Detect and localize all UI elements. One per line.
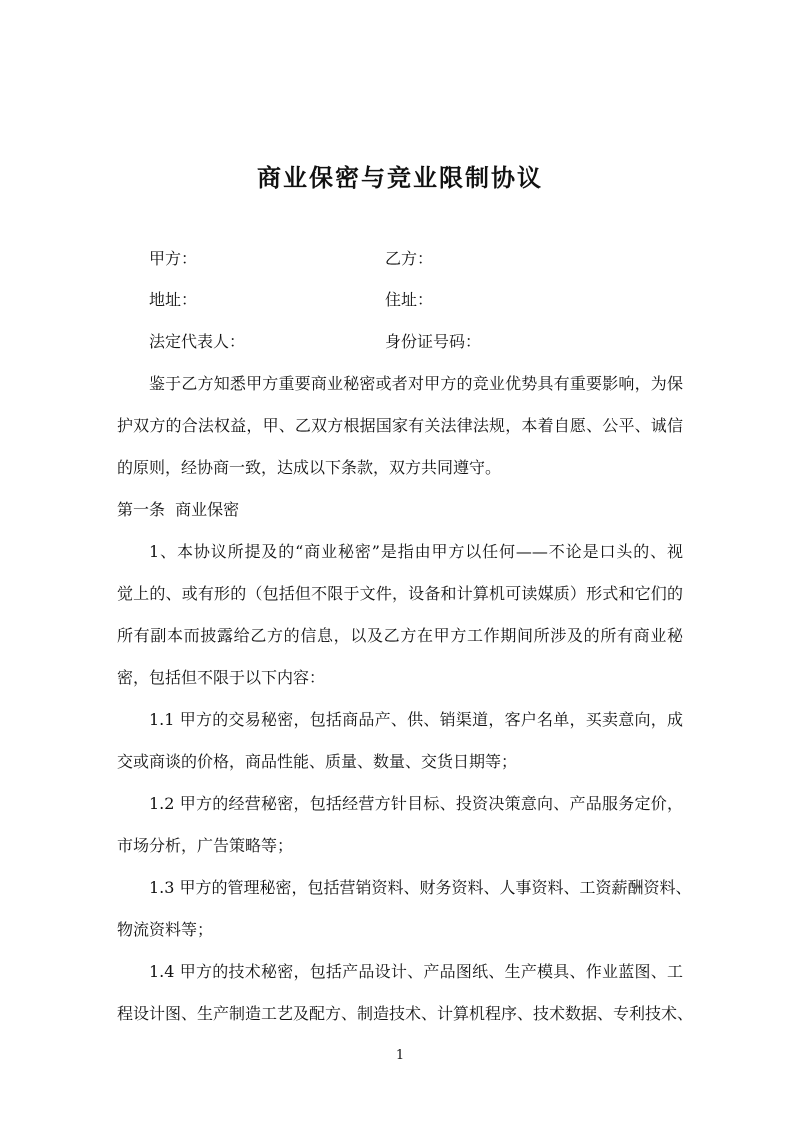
sub-clause-line: 1.3 甲方的管理秘密，包括营销资料、财务资料、人事资料、工资薪酬资料、: [149, 878, 692, 897]
sub-clause-line: 交或商谈的价格，商品性能、质量、数量、交货日期等；: [117, 752, 518, 771]
sub-clause-line: 1.2 甲方的经营秘密，包括经营方针目标、投资决策意向、产品服务定价，: [149, 794, 683, 813]
sub-clause-line: 程设计图、生产制造工艺及配方、制造技术、计算机程序、技术数据、专利技术、: [117, 1004, 694, 1023]
sub-clause-line: 1.4 甲方的技术秘密，包括产品设计、产品图纸、生产模具、作业蓝图、工: [149, 962, 683, 981]
sub-clause-line: 市场分析，广告策略等；: [117, 836, 294, 855]
legal-rep-label: 法定代表人：: [149, 332, 246, 351]
article-heading: 第一条 商业保密: [117, 500, 240, 519]
clause-line: 密，包括但不限于以下内容：: [117, 668, 326, 687]
address-label: 地址：: [149, 290, 198, 309]
preamble-line: 鉴于乙方知悉甲方重要商业秘密或者对甲方的竞业优势具有重要影响，为保: [149, 374, 683, 393]
page-number: 1: [395, 1048, 405, 1063]
sub-clause-line: 物流资料等；: [117, 920, 214, 939]
clause-line: 觉上的、或有形的（包括但不限于文件，设备和计算机可读媒质）形式和它们的: [117, 584, 683, 603]
preamble-line: 的原则，经协商一致，达成以下条款，双方共同遵守。: [117, 458, 502, 477]
party-a-label: 甲方：: [149, 249, 198, 268]
clause-line: 1、本协议所提及的“商业秘密”是指由甲方以任何——不论是口头的、视: [149, 542, 683, 561]
id-number-label: 身份证号码：: [385, 332, 482, 351]
page-title: 商业保密与竞业限制协议: [257, 164, 543, 192]
clause-line: 所有副本而披露给乙方的信息，以及乙方在甲方工作期间所涉及的所有商业秘: [117, 626, 683, 645]
party-b-label: 乙方：: [385, 249, 434, 268]
preamble-line: 护双方的合法权益，甲、乙双方根据国家有关法律法规，本着自愿、公平、诚信: [117, 416, 683, 435]
residence-label: 住址：: [385, 290, 434, 309]
sub-clause-line: 1.1 甲方的交易秘密，包括商品产、供、销渠道，客户名单，买卖意向，成: [149, 710, 683, 729]
